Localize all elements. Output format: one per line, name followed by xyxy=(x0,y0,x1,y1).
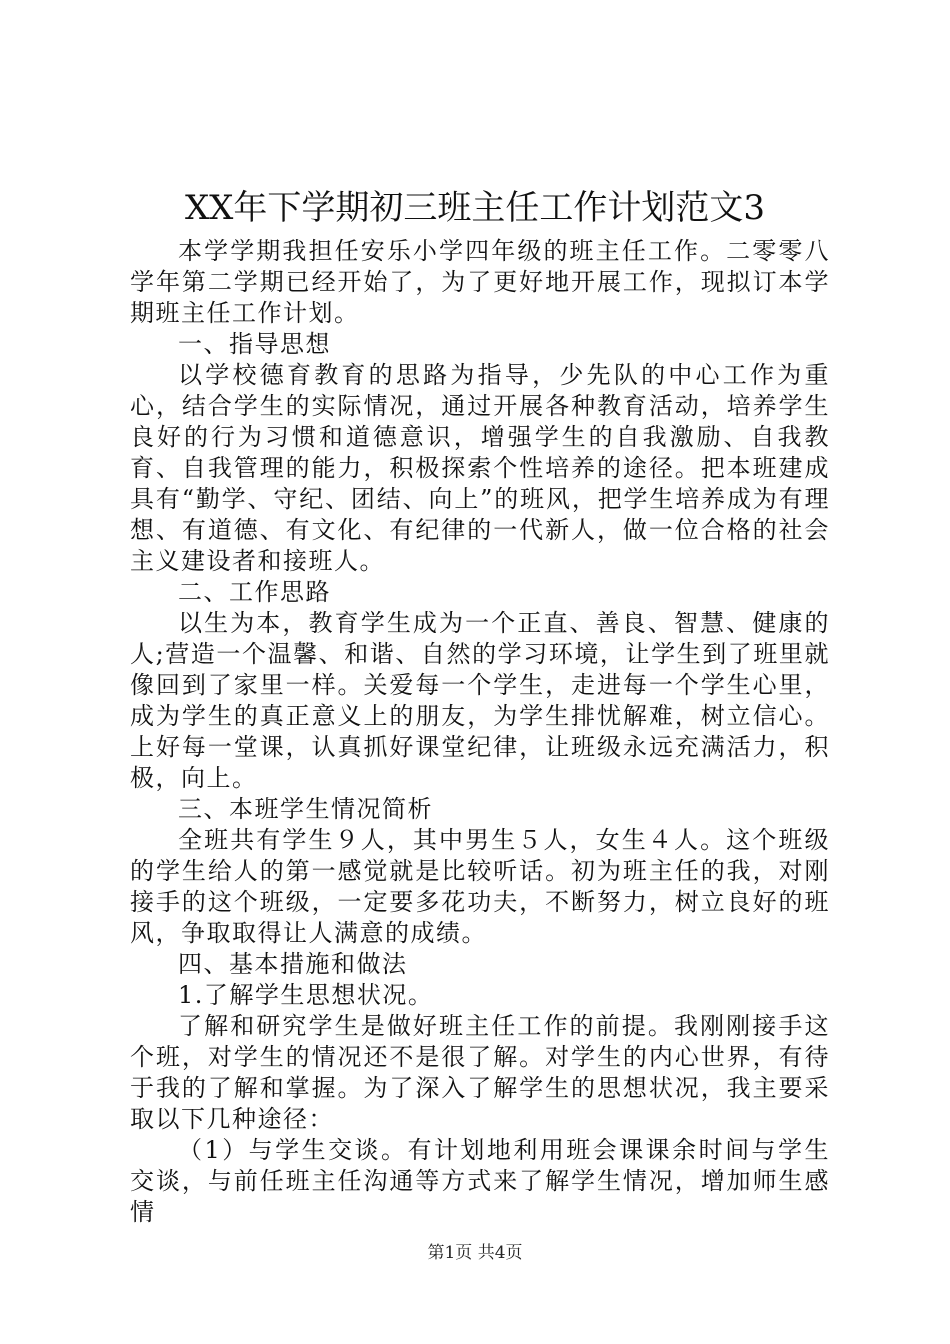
paragraph-guiding-thought: 以学校德育教育的思路为指导，少先队的中心工作为重心，结合学生的实际情况，通过开展各种教育活动，培养学生良好的行为习惯和道德意识，增强学生的自我激励、自我教育、自我管理的能力，积极探索个性培养的途径。把本班建成具有“勤学、守纪、团结、向上”的班风，把学生培养成为有理想、有道德、有文化、有纪律的一代新人，做一位合格的社会主义建设者和接班人。 xyxy=(130,361,830,575)
section-heading-work-approach: 二、工作思路 xyxy=(178,578,331,606)
subheading-understand-students: 1.了解学生思想状况。 xyxy=(178,981,434,1009)
paragraph-intro: 本学学期我担任安乐小学四年级的班主任工作。二零零八学年第二学期已经开始了，为了更好地开展工作，现拟订本学期班主任工作计划。 xyxy=(130,237,830,327)
document-body xyxy=(130,236,830,1228)
section-heading-guiding-thought: 一、指导思想 xyxy=(178,330,331,358)
section-heading-measures: 四、基本措施和做法 xyxy=(178,950,408,978)
paragraph-work-approach: 以生为本，教育学生成为一个正直、善良、智慧、健康的人;营造一个温馨、和谐、自然的学习环境，让学生到了班里就像回到了家里一样。关爱每一个学生，走进每一个学生心里，成为学生的真正意义上的朋友，为学生排忧解难，树立信心。上好每一堂课，认真抓好课堂纪律，让班级永远充满活力，积极，向上。 xyxy=(130,609,830,792)
paragraph-class-analysis: 全班共有学生９人，其中男生５人，女生４人。这个班级的学生给人的第一感觉就是比较听话。初为班主任的我，对刚接手的这个班级，一定要多花功夫，不断努力，树立良好的班风，争取取得让人满意的成绩。 xyxy=(130,826,830,947)
document-title: XX年下学期初三班主任工作计划范文3 xyxy=(184,188,766,228)
section-heading-class-analysis: 三、本班学生情况简析 xyxy=(178,795,433,823)
paragraph-understand-students: 了解和研究学生是做好班主任工作的前提。我刚刚接手这个班，对学生的情况还不是很了解。对学生的内心世界，有待于我的了解和掌握。为了深入了解学生的思想状况，我主要采取以下几种途径： xyxy=(130,1012,830,1133)
page-footer: 第1页 共4页 xyxy=(427,1243,523,1263)
paragraph-talk-with-students: （1）与学生交谈。有计划地利用班会课课余时间与学生交谈，与前任班主任沟通等方式来了解学生情况，增加师生感情 xyxy=(130,1136,830,1226)
